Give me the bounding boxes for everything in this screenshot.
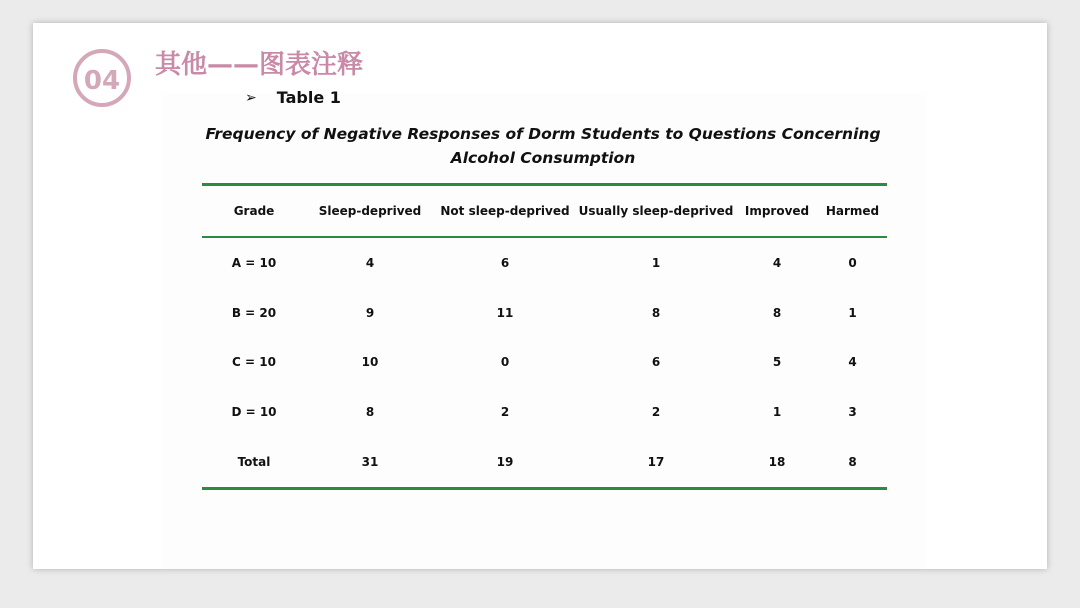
table-cell: 6 (500, 255, 510, 270)
table-cell: 1 (772, 405, 782, 420)
table-cell: Total (237, 455, 271, 470)
header-improved: Improved (744, 204, 810, 218)
table-cell: 9 (365, 305, 375, 320)
table-cell: 5 (772, 355, 782, 370)
table-cell: 18 (768, 455, 786, 470)
table-caption (202, 122, 884, 170)
section-number: 04 (83, 66, 121, 96)
frequency-table (202, 183, 887, 490)
table-cell: 31 (361, 455, 379, 470)
caption-line-2: Alcohol Consumption (450, 149, 636, 167)
table-cell: 2 (651, 405, 661, 420)
table-cell: B = 20 (231, 305, 277, 320)
table-cell: 11 (496, 305, 514, 320)
table-cell: A = 10 (231, 255, 277, 270)
table-cell: 19 (496, 455, 514, 470)
table-cell: 4 (848, 355, 857, 370)
table-cell: 10 (361, 355, 379, 370)
section-title: 其他——图表注释 (155, 50, 364, 80)
table-cell: D = 10 (231, 405, 277, 420)
table-cell: 1 (651, 255, 661, 270)
table-total-row (202, 437, 887, 487)
table-header-row (202, 186, 887, 238)
header-sleep-deprived: Sleep-deprived (318, 204, 422, 218)
table-cell: 4 (772, 255, 782, 270)
table-cell: 8 (365, 405, 375, 420)
table-label-text: Table 1 (276, 88, 341, 107)
table-cell: 1 (848, 305, 857, 320)
table-row (202, 387, 887, 437)
table-label (245, 88, 341, 107)
table-cell: 3 (848, 405, 857, 420)
table-cell: 4 (365, 255, 375, 270)
table-row (202, 238, 887, 288)
table-cell: 6 (651, 355, 661, 370)
table-cell: 8 (772, 305, 782, 320)
table-cell: 8 (848, 455, 857, 470)
table-cell: 2 (500, 405, 510, 420)
table-cell: 8 (651, 305, 661, 320)
table-cell: 0 (848, 255, 857, 270)
caption-line-1: Frequency of Negative Responses of Dorm Students to Questions Concerning (205, 125, 881, 143)
table-cell: C = 10 (232, 355, 276, 370)
header-grade: Grade (233, 204, 275, 218)
header-usually-sleep-deprived: Usually sleep-deprived (578, 204, 734, 218)
section-number-badge (73, 49, 131, 107)
header-harmed: Harmed (825, 204, 880, 218)
table-row (202, 338, 887, 388)
header-not-sleep-deprived: Not sleep-deprived (440, 204, 570, 218)
table-row (202, 288, 887, 338)
table-cell: 0 (500, 355, 510, 370)
arrow-bullet-icon: ➢ (245, 89, 257, 106)
table-cell: 17 (647, 455, 665, 470)
